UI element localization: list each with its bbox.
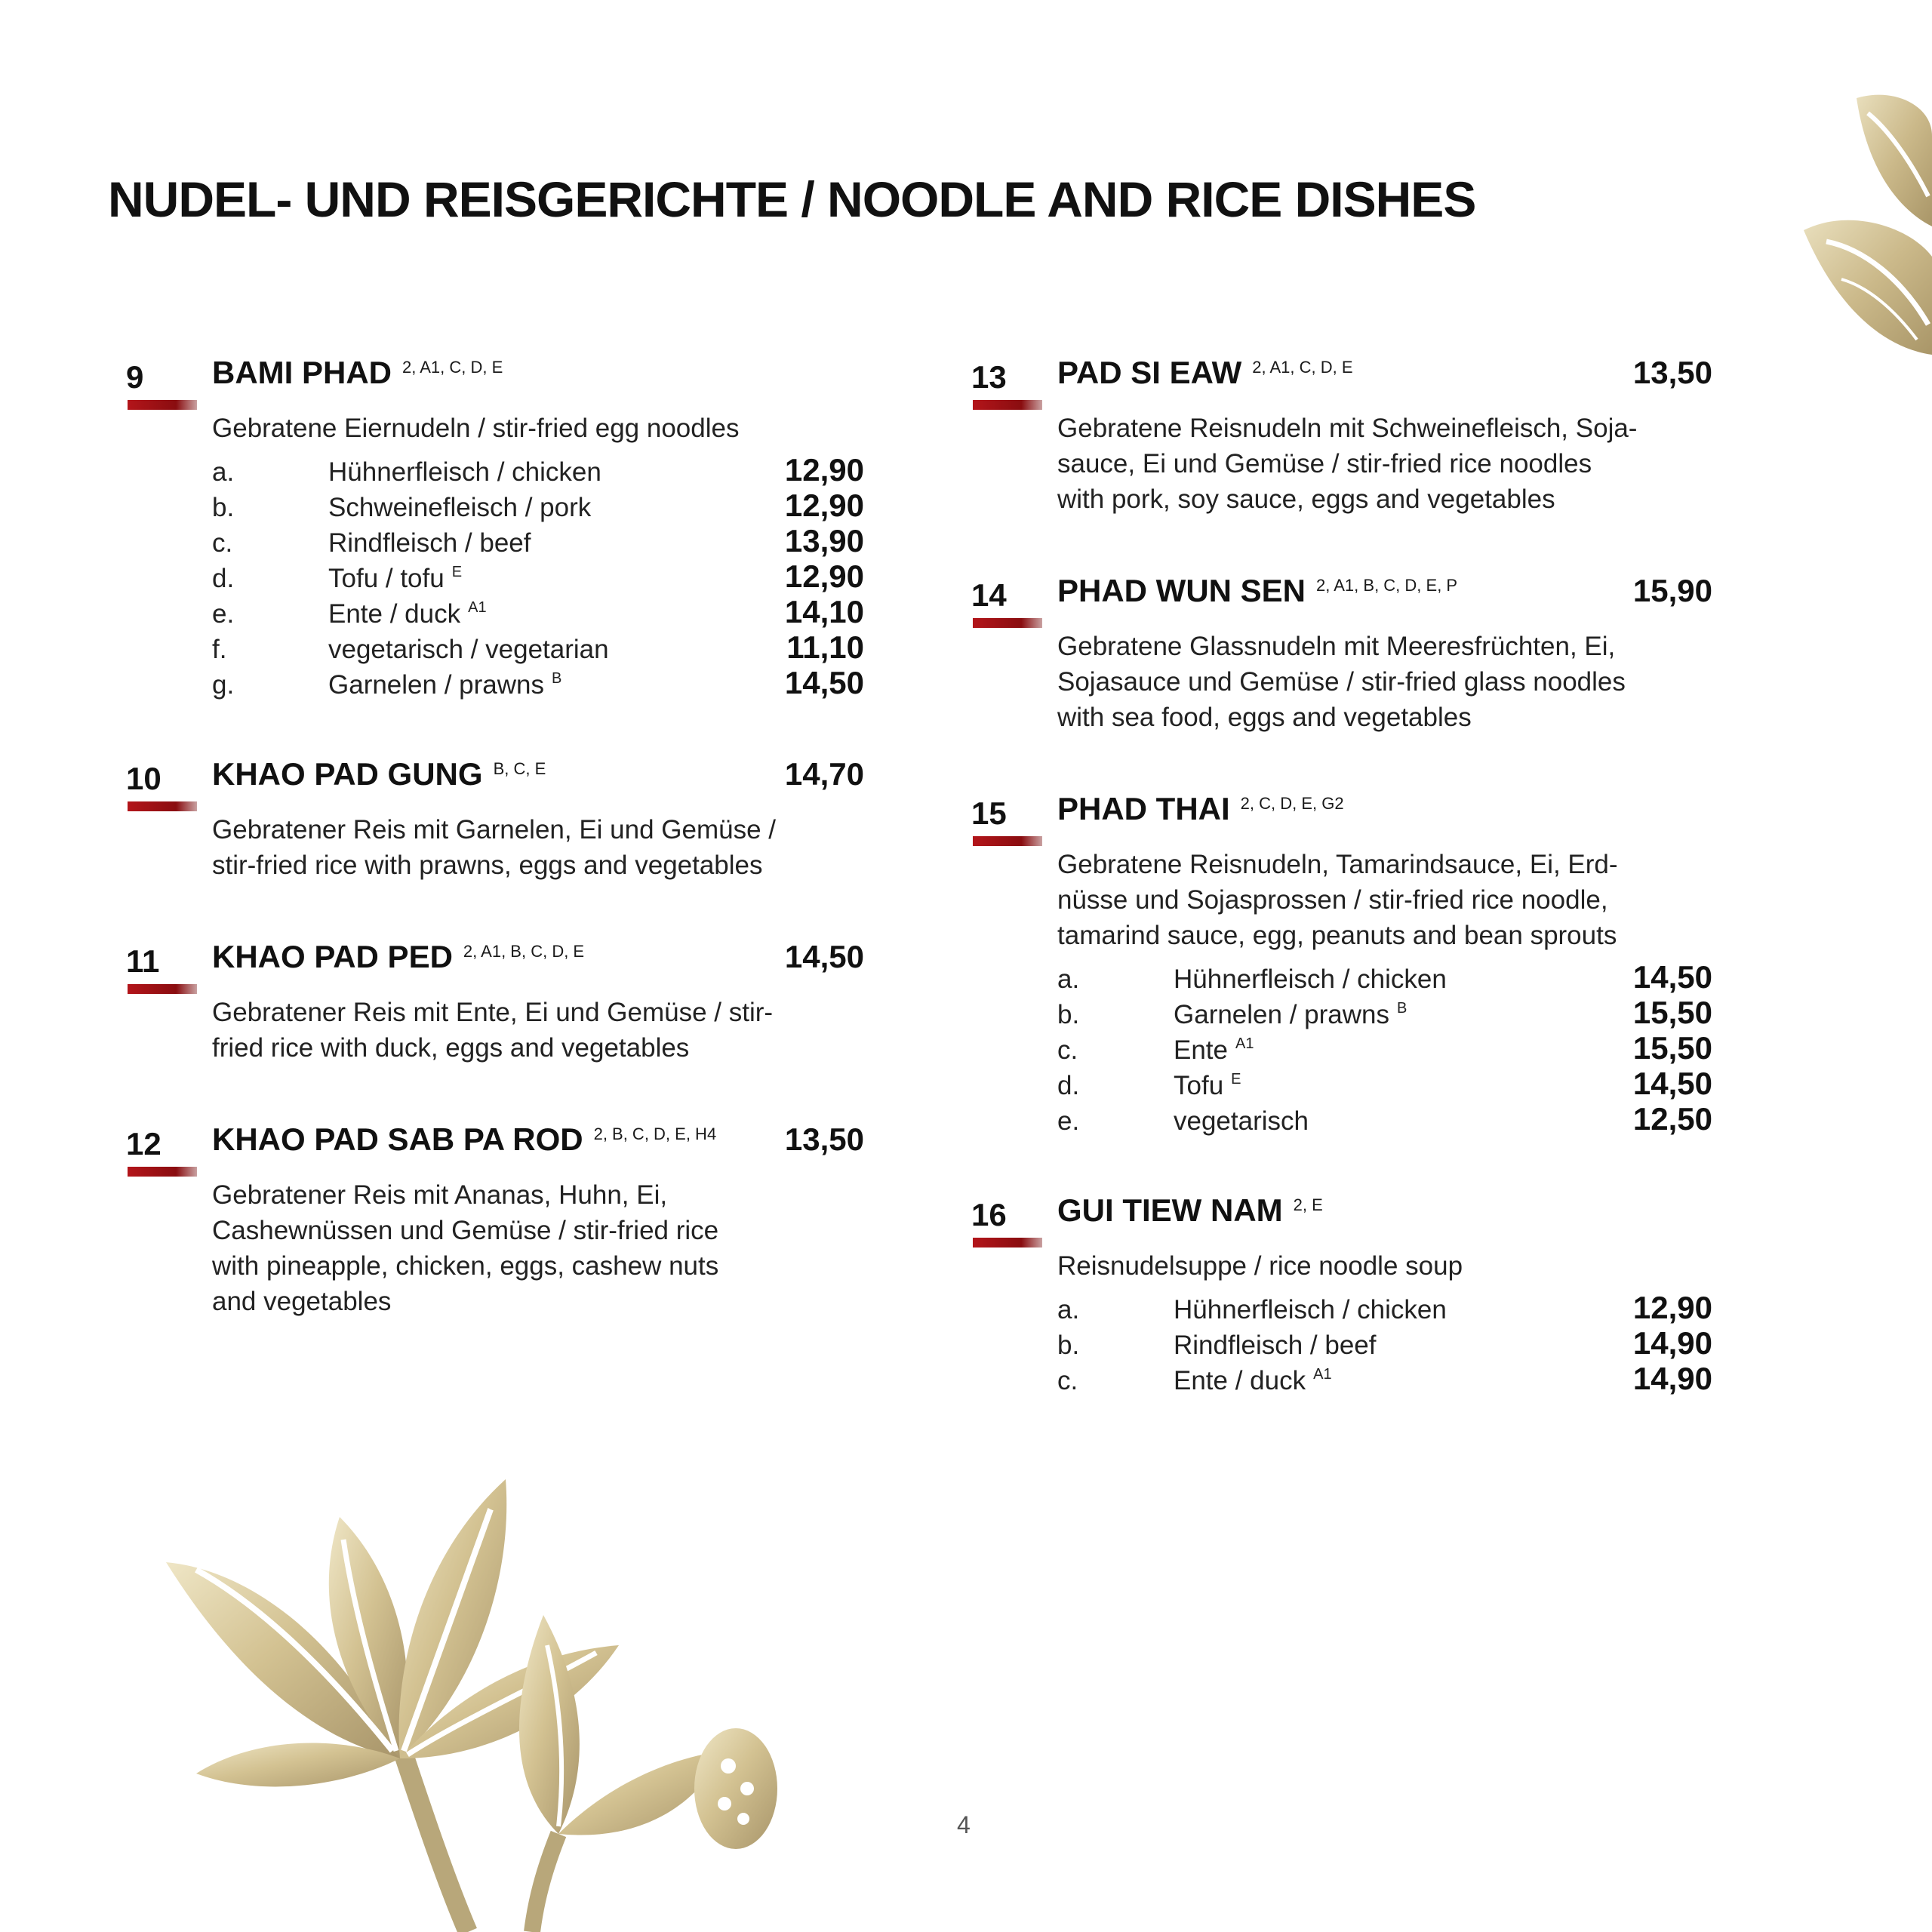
description-line: fried rice with duck, eggs and vegetables [212, 1033, 690, 1063]
description-line: and vegetables [212, 1287, 392, 1316]
dish-number: 11 [126, 943, 160, 979]
description-line: Gebratene Eiernudeln / stir-fried egg noodles [212, 414, 740, 443]
dish-description [212, 411, 864, 446]
dish-item [126, 1121, 864, 1319]
variant-price: 12,50 [1632, 1101, 1712, 1137]
dish-item [126, 756, 864, 883]
variant-name: Tofu [1174, 1071, 1224, 1100]
dish-item [126, 355, 864, 700]
variant-letter: a. [1057, 964, 1080, 994]
variant-allergen: E [1231, 1071, 1241, 1088]
variant-letter: e. [1057, 1106, 1080, 1136]
description-line: with pork, soy sauce, eggs and vegetables [1057, 485, 1555, 514]
page-number: 4 [957, 1811, 971, 1838]
description-line: Sojasauce und Gemüse / stir-fried glass noodles [1057, 667, 1626, 697]
variant-allergen: E [451, 564, 463, 580]
allergen-codes: 2, A1, B, C, D, E, P [1316, 576, 1458, 595]
dish-number: 13 [971, 359, 1007, 395]
dish-header [1057, 573, 1712, 621]
dish-description [1057, 847, 1712, 953]
dish-header [212, 756, 864, 804]
lotus-leaf-decoration-top-right [1796, 83, 1932, 355]
red-accent-bar [973, 400, 1042, 410]
description-line: Cashewnüssen und Gemüse / stir-fried rice [212, 1216, 719, 1245]
dish-price: 13,50 [784, 1121, 864, 1157]
dish-description [1057, 1248, 1712, 1284]
red-accent-bar [128, 984, 197, 994]
variant-letter: a. [1057, 1295, 1080, 1324]
allergen-codes: 2, B, C, D, E, H4 [593, 1124, 717, 1143]
description-line: Reisnudelsuppe / rice noodle soup [1057, 1251, 1463, 1281]
variant-name: Hühnerfleisch / chicken [328, 457, 601, 487]
variant-price: 11,10 [786, 629, 864, 665]
variant-row [212, 594, 864, 629]
variant-letter: b. [212, 493, 235, 522]
variant-allergen: A1 [1313, 1366, 1332, 1383]
variant-price: 14,90 [1632, 1361, 1712, 1396]
red-accent-bar [973, 836, 1042, 846]
dish-header [212, 355, 864, 403]
variant-row [1057, 1101, 1712, 1137]
variant-name: Ente / duck [328, 599, 461, 629]
variant-row [212, 665, 864, 700]
variant-row [1057, 1030, 1712, 1066]
variant-allergen: B [1396, 1000, 1407, 1017]
variant-list [212, 452, 864, 700]
description-line: nüsse und Sojasprossen / stir-fried rice noodle, [1057, 885, 1608, 915]
dish-number: 14 [971, 577, 1007, 613]
variant-name: Schweinefleisch / pork [328, 493, 592, 522]
variant-row [1057, 1066, 1712, 1101]
red-accent-bar [973, 1238, 1042, 1247]
variant-name: vegetarisch / vegetarian [328, 635, 609, 664]
red-accent-bar [128, 1167, 197, 1177]
page-title: NUDEL- UND REISGERICHTE / NOODLE AND RICE DISHES [108, 171, 1476, 227]
red-accent-bar [128, 801, 197, 811]
description-line: with sea food, eggs and vegetables [1057, 703, 1472, 732]
dish-name: PHAD THAI [1057, 791, 1230, 826]
dish-header [1057, 355, 1712, 403]
dish-name: GUI TIEW NAM [1057, 1192, 1283, 1228]
variant-price: 15,50 [1632, 1030, 1712, 1066]
variant-row [212, 452, 864, 488]
variant-price: 14,10 [784, 594, 864, 629]
dish-price: 15,90 [1632, 573, 1712, 608]
description-line: tamarind sauce, egg, peanuts and bean sprouts [1057, 921, 1617, 950]
description-line: Gebratener Reis mit Ananas, Huhn, Ei, [212, 1180, 668, 1210]
variant-allergen: A1 [468, 599, 487, 616]
description-line: stir-fried rice with prawns, eggs and vegetables [212, 851, 763, 880]
variant-list [1057, 959, 1712, 1137]
variant-name: Rindfleisch / beef [328, 528, 531, 558]
menu-column-right [971, 355, 1712, 1396]
allergen-codes: 2, A1, B, C, D, E [463, 942, 585, 961]
description-line: Gebratene Glassnudeln mit Meeresfrüchten, Ei, [1057, 632, 1616, 661]
variant-price: 14,50 [784, 665, 864, 700]
variant-name: Tofu / tofu [328, 564, 445, 593]
variant-letter: b. [1057, 1000, 1080, 1029]
variant-price: 14,50 [1632, 959, 1712, 995]
dish-number: 12 [126, 1126, 162, 1161]
variant-row [212, 488, 864, 523]
red-accent-bar [128, 400, 197, 410]
variant-allergen: B [551, 670, 562, 687]
variant-price: 12,90 [1632, 1290, 1712, 1325]
variant-name: Garnelen / prawns [328, 670, 544, 700]
menu-column-left [126, 355, 864, 1319]
variant-letter: g. [212, 670, 235, 700]
dish-description [1057, 411, 1712, 517]
dish-name: KHAO PAD GUNG [212, 756, 483, 792]
dish-item [971, 573, 1712, 735]
dish-number: 9 [126, 359, 144, 395]
variant-row [1057, 1325, 1712, 1361]
allergen-codes: 2, A1, C, D, E [1252, 358, 1353, 377]
allergen-codes: B, C, E [493, 759, 546, 778]
dish-name: KHAO PAD PED [212, 939, 453, 974]
variant-letter: d. [1057, 1071, 1080, 1100]
variant-row [1057, 995, 1712, 1030]
variant-name: vegetarisch [1174, 1106, 1309, 1136]
allergen-codes: 2, A1, C, D, E [402, 358, 503, 377]
description-line: Gebratener Reis mit Ente, Ei und Gemüse / stir- [212, 998, 774, 1027]
dish-header [1057, 791, 1712, 839]
variant-name: Hühnerfleisch / chicken [1174, 1295, 1447, 1324]
variant-price: 12,90 [784, 452, 864, 488]
lotus-flower-decoration-bottom-left [151, 1472, 785, 1932]
dish-description [212, 995, 864, 1066]
variant-name: Hühnerfleisch / chicken [1174, 964, 1447, 994]
variant-row [212, 523, 864, 558]
dish-item [971, 1192, 1712, 1396]
dish-number: 16 [971, 1197, 1007, 1232]
dish-description [1057, 629, 1712, 735]
variant-letter: d. [212, 564, 235, 593]
dish-name: BAMI PHAD [212, 355, 392, 390]
dish-name: KHAO PAD SAB PA ROD [212, 1121, 583, 1157]
allergen-codes: 2, C, D, E, G2 [1240, 794, 1344, 813]
dish-description [212, 812, 864, 883]
dish-description [212, 1177, 864, 1319]
variant-name: Ente [1174, 1035, 1228, 1065]
variant-allergen: A1 [1235, 1035, 1254, 1052]
variant-letter: c. [212, 528, 233, 558]
dish-item [126, 939, 864, 1066]
dish-price: 14,50 [784, 939, 864, 974]
dish-item [971, 791, 1712, 1137]
dish-number: 15 [971, 795, 1007, 831]
dish-header [212, 939, 864, 987]
variant-name: Garnelen / prawns [1174, 1000, 1389, 1029]
dish-item [971, 355, 1712, 517]
variant-name: Ente / duck [1174, 1366, 1306, 1395]
variant-letter: c. [1057, 1035, 1078, 1065]
variant-row [1057, 1361, 1712, 1396]
variant-price: 13,90 [784, 523, 864, 558]
red-accent-bar [973, 618, 1042, 628]
dish-name: PHAD WUN SEN [1057, 573, 1306, 608]
variant-letter: b. [1057, 1331, 1080, 1360]
variant-letter: a. [212, 457, 235, 487]
variant-row [1057, 959, 1712, 995]
description-line: Gebratene Reisnudeln mit Schweinefleisch, Soja- [1057, 414, 1638, 443]
variant-price: 14,50 [1632, 1066, 1712, 1101]
dish-number: 10 [126, 761, 162, 796]
dish-price: 13,50 [1632, 355, 1712, 390]
description-line: Gebratener Reis mit Garnelen, Ei und Gemüse / [212, 815, 777, 844]
variant-letter: c. [1057, 1366, 1078, 1395]
variant-list [1057, 1290, 1712, 1396]
dish-header [1057, 1192, 1712, 1241]
variant-price: 15,50 [1632, 995, 1712, 1030]
dish-name: PAD SI EAW [1057, 355, 1242, 390]
description-line: sauce, Ei und Gemüse / stir-fried rice noodles [1057, 449, 1592, 478]
variant-row [212, 629, 864, 665]
dish-price: 14,70 [784, 756, 864, 792]
allergen-codes: 2, E [1293, 1195, 1323, 1214]
variant-row [1057, 1290, 1712, 1325]
description-line: with pineapple, chicken, eggs, cashew nuts [212, 1251, 719, 1281]
description-line: Gebratene Reisnudeln, Tamarindsauce, Ei, Erd- [1057, 850, 1618, 879]
variant-price: 12,90 [784, 558, 864, 594]
variant-letter: f. [212, 635, 227, 664]
variant-price: 12,90 [784, 488, 864, 523]
dish-header [212, 1121, 864, 1170]
variant-name: Rindfleisch / beef [1174, 1331, 1377, 1360]
variant-price: 14,90 [1632, 1325, 1712, 1361]
variant-letter: e. [212, 599, 235, 629]
variant-row [212, 558, 864, 594]
